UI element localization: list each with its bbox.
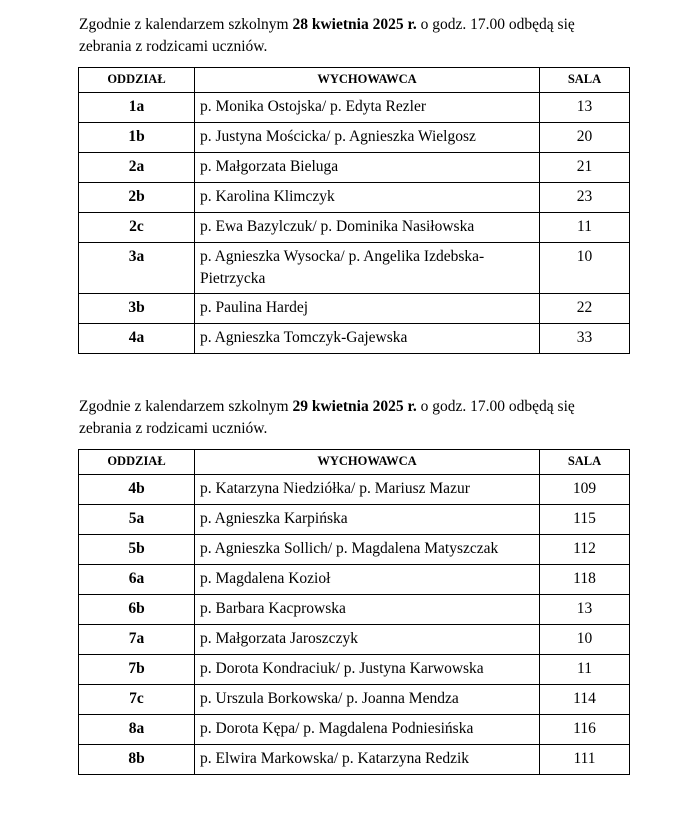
room-cell: 10	[540, 625, 630, 655]
teacher-cell: p. Elwira Markowska/ p. Katarzyna Redzik	[195, 745, 540, 775]
room-cell: 23	[540, 183, 630, 213]
class-cell: 8b	[79, 745, 195, 775]
meeting-date: 28 kwietnia 2025 r.	[292, 16, 417, 33]
class-cell: 6b	[79, 595, 195, 625]
teacher-cell: p. Justyna Mościcka/ p. Agnieszka Wielgosz	[195, 123, 540, 153]
header-room: SALA	[540, 450, 630, 475]
class-cell: 5a	[79, 505, 195, 535]
intro-paragraph	[79, 14, 630, 58]
intro-suffix: o godz. 17.00 odbędą się zebrania z rodzicami uczniów.	[79, 16, 575, 55]
teacher-cell: p. Małgorzata Jaroszczyk	[195, 625, 540, 655]
room-cell: 11	[540, 655, 630, 685]
meeting-section-april-28	[78, 14, 629, 354]
table-row	[79, 475, 630, 505]
table-row	[79, 625, 630, 655]
table-header-row	[79, 450, 630, 475]
meeting-schedule-table	[78, 449, 630, 775]
intro-suffix: o godz. 17.00 odbędą się zebrania z rodzicami uczniów.	[79, 398, 575, 437]
table-row	[79, 745, 630, 775]
room-cell: 109	[540, 475, 630, 505]
class-cell: 7b	[79, 655, 195, 685]
teacher-cell: p. Agnieszka Tomczyk-Gajewska	[195, 324, 540, 354]
teacher-cell: p. Urszula Borkowska/ p. Joanna Mendza	[195, 685, 540, 715]
room-cell: 20	[540, 123, 630, 153]
room-cell: 118	[540, 565, 630, 595]
teacher-cell: p. Agnieszka Sollich/ p. Magdalena Matyszczak	[195, 535, 540, 565]
header-teacher: WYCHOWAWCA	[195, 450, 540, 475]
table-row	[79, 715, 630, 745]
class-cell: 3b	[79, 294, 195, 324]
class-cell: 1b	[79, 123, 195, 153]
table-row	[79, 93, 630, 123]
teacher-cell: p. Małgorzata Bieluga	[195, 153, 540, 183]
table-row	[79, 324, 630, 354]
class-cell: 6a	[79, 565, 195, 595]
table-row	[79, 213, 630, 243]
table-row	[79, 243, 630, 294]
teacher-cell: p. Barbara Kacprowska	[195, 595, 540, 625]
room-cell: 112	[540, 535, 630, 565]
class-cell: 4a	[79, 324, 195, 354]
table-row	[79, 565, 630, 595]
class-cell: 2b	[79, 183, 195, 213]
table-body	[79, 93, 630, 354]
class-cell: 8a	[79, 715, 195, 745]
intro-prefix: Zgodnie z kalendarzem szkolnym	[79, 16, 293, 33]
teacher-cell: p. Agnieszka Karpińska	[195, 505, 540, 535]
header-room: SALA	[540, 68, 630, 93]
meeting-date: 29 kwietnia 2025 r.	[292, 398, 417, 415]
table-row	[79, 685, 630, 715]
meeting-schedule-table	[78, 67, 630, 354]
table-row	[79, 294, 630, 324]
teacher-cell: p. Dorota Kępa/ p. Magdalena Podniesińska	[195, 715, 540, 745]
table-header-row	[79, 68, 630, 93]
table-row	[79, 535, 630, 565]
teacher-cell: p. Dorota Kondraciuk/ p. Justyna Karwowska	[195, 655, 540, 685]
room-cell: 13	[540, 595, 630, 625]
room-cell: 11	[540, 213, 630, 243]
room-cell: 111	[540, 745, 630, 775]
table-row	[79, 595, 630, 625]
teacher-cell: p. Karolina Klimczyk	[195, 183, 540, 213]
class-cell: 4b	[79, 475, 195, 505]
intro-prefix: Zgodnie z kalendarzem szkolnym	[79, 398, 293, 415]
teacher-cell: p. Agnieszka Wysocka/ p. Angelika Izdebska-Pietrzycka	[195, 243, 540, 294]
table-row	[79, 153, 630, 183]
class-cell: 5b	[79, 535, 195, 565]
room-cell: 33	[540, 324, 630, 354]
header-teacher: WYCHOWAWCA	[195, 68, 540, 93]
teacher-cell: p. Katarzyna Niedziółka/ p. Mariusz Mazur	[195, 475, 540, 505]
teacher-cell: p. Paulina Hardej	[195, 294, 540, 324]
class-cell: 2c	[79, 213, 195, 243]
class-cell: 1a	[79, 93, 195, 123]
room-cell: 116	[540, 715, 630, 745]
teacher-cell: p. Magdalena Kozioł	[195, 565, 540, 595]
table-body	[79, 475, 630, 775]
intro-paragraph	[79, 396, 630, 440]
room-cell: 115	[540, 505, 630, 535]
class-cell: 7a	[79, 625, 195, 655]
room-cell: 21	[540, 153, 630, 183]
room-cell: 10	[540, 243, 630, 294]
room-cell: 114	[540, 685, 630, 715]
teacher-cell: p. Ewa Bazylczuk/ p. Dominika Nasiłowska	[195, 213, 540, 243]
table-row	[79, 505, 630, 535]
class-cell: 2a	[79, 153, 195, 183]
meeting-section-april-29	[78, 396, 629, 775]
class-cell: 7c	[79, 685, 195, 715]
room-cell: 13	[540, 93, 630, 123]
table-row	[79, 183, 630, 213]
teacher-cell: p. Monika Ostojska/ p. Edyta Rezler	[195, 93, 540, 123]
room-cell: 22	[540, 294, 630, 324]
header-class: ODDZIAŁ	[79, 450, 195, 475]
table-row	[79, 123, 630, 153]
table-row	[79, 655, 630, 685]
header-class: ODDZIAŁ	[79, 68, 195, 93]
class-cell: 3a	[79, 243, 195, 294]
